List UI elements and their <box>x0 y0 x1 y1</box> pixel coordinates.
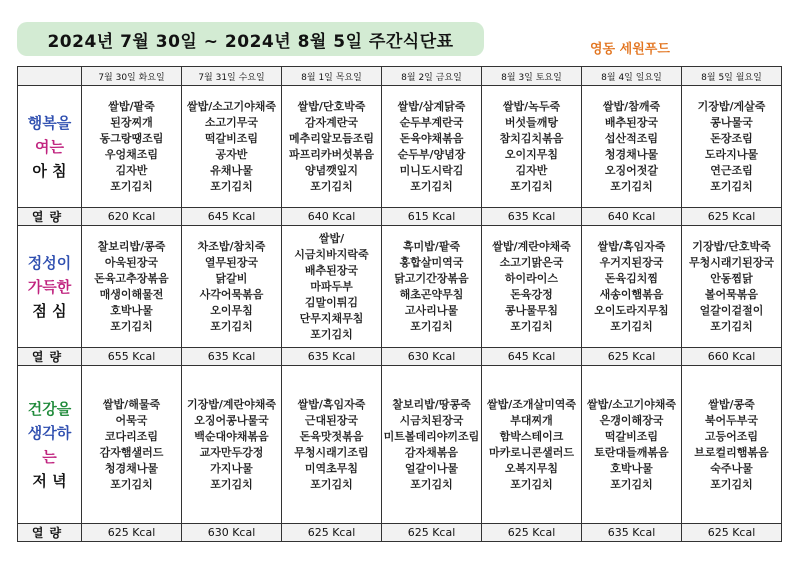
menu-item: 포기김치 <box>210 179 253 193</box>
kcal-value: 625 Kcal <box>682 524 782 542</box>
menu-cell <box>282 226 382 348</box>
day-header: 8월 1일 목요일 <box>282 67 382 86</box>
menu-item: 돈육고추장볶음 <box>94 271 169 285</box>
menu-item: 무청시래기된장국 <box>688 255 774 269</box>
menu-item: 포기김치 <box>510 319 553 333</box>
menu-item: 근대된장국 <box>304 413 359 427</box>
menu-cell <box>482 366 582 524</box>
menu-item: 함박스테이크 <box>499 429 564 443</box>
menu-item: 홍합살미역국 <box>399 255 464 269</box>
menu-item: 돈육김치찜 <box>604 271 659 285</box>
menu-item: 동그랑땡조림 <box>99 131 164 145</box>
kcal-value: 635 Kcal <box>582 524 682 542</box>
menu-item: 안동찜닭 <box>710 271 753 285</box>
menu-item: 단무지채무침 <box>299 311 364 325</box>
menu-item: 포기김치 <box>310 477 353 491</box>
menu-item: 미트볼데리야끼조림 <box>383 429 480 443</box>
meal-row <box>18 226 782 348</box>
menu-item: 새송이햄볶음 <box>599 287 664 301</box>
menu-item: 부대찌개 <box>510 413 553 427</box>
meal-label-line: 는 <box>42 447 57 466</box>
menu-item: 쌀밥/콩죽 <box>708 397 755 411</box>
menu-item: 하이라이스 <box>504 271 559 285</box>
menu-item: 숙주나물 <box>710 461 753 475</box>
menu-item: 매생이해물전 <box>99 287 164 301</box>
menu-cell <box>682 366 782 524</box>
day-header: 8월 5일 월요일 <box>682 67 782 86</box>
kcal-value: 625 Kcal <box>682 208 782 226</box>
menu-item: 차조밥/참치죽 <box>197 239 266 253</box>
meal-label <box>18 226 82 348</box>
meal-row <box>18 86 782 208</box>
kcal-value: 630 Kcal <box>182 524 282 542</box>
menu-item: 닭고기간장볶음 <box>394 271 469 285</box>
menu-item: 포기김치 <box>110 477 153 491</box>
kcal-value: 620 Kcal <box>82 208 182 226</box>
menu-item: 쌀밥/단호박죽 <box>297 99 366 113</box>
menu-item: 해초곤약무침 <box>399 287 464 301</box>
menu-item: 흑미밥/팥죽 <box>402 239 461 253</box>
menu-item: 김자반 <box>115 163 148 177</box>
menu-item: 어묵국 <box>115 413 148 427</box>
meal-label-line: 행복을 <box>27 113 72 132</box>
menu-item: 파프리카버섯볶음 <box>288 147 374 161</box>
menu-cell <box>282 86 382 208</box>
menu-item: 쌀밥/팥죽 <box>108 99 155 113</box>
menu-item: 포기김치 <box>210 477 253 491</box>
kcal-label: 열량 <box>18 524 82 542</box>
menu-item: 기장밥/게살죽 <box>697 99 766 113</box>
weekly-menu-table <box>17 66 782 542</box>
kcal-label: 열량 <box>18 348 82 366</box>
kcal-value: 630 Kcal <box>382 348 482 366</box>
menu-cell <box>382 86 482 208</box>
kcal-value: 635 Kcal <box>282 348 382 366</box>
menu-item: 포기김치 <box>110 179 153 193</box>
menu-item: 유채나물 <box>210 163 253 177</box>
kcal-value: 625 Kcal <box>382 524 482 542</box>
menu-cell <box>682 86 782 208</box>
day-header-row <box>18 67 782 86</box>
menu-item: 참치김치볶음 <box>499 131 564 145</box>
day-header: 8월 3일 토요일 <box>482 67 582 86</box>
menu-item: 마카로니콘샐러드 <box>488 445 574 459</box>
menu-item: 배추된장국 <box>304 263 359 277</box>
menu-item: 쌀밥/계란야채죽 <box>492 239 571 253</box>
menu-item: 포기김치 <box>110 319 153 333</box>
day-header: 8월 2일 금요일 <box>382 67 482 86</box>
kcal-value: 635 Kcal <box>182 348 282 366</box>
menu-item: 돈육야채볶음 <box>399 131 464 145</box>
meal-label <box>18 86 82 208</box>
menu-item: 돈장조림 <box>710 131 753 145</box>
menu-item: 포기김치 <box>210 319 253 333</box>
menu-item: 쌀밥/삼계닭죽 <box>397 99 466 113</box>
menu-item: 브로컬리햄볶음 <box>694 445 769 459</box>
menu-item: 호박나물 <box>610 461 653 475</box>
menu-cell <box>582 86 682 208</box>
menu-cell <box>582 226 682 348</box>
menu-item: 포기김치 <box>310 179 353 193</box>
menu-cell <box>182 366 282 524</box>
menu-item: 오이지무침 <box>504 147 559 161</box>
menu-item: 청경채나물 <box>604 147 659 161</box>
menu-item: 순두부/양념장 <box>397 147 466 161</box>
menu-item: 연근조림 <box>710 163 753 177</box>
menu-item: 고사리나물 <box>404 303 459 317</box>
menu-item: 포기김치 <box>710 179 753 193</box>
menu-item: 우거지된장국 <box>599 255 664 269</box>
menu-item: 쌀밥/시금치바지락죽 <box>294 231 369 261</box>
menu-item: 백순대야채볶음 <box>194 429 269 443</box>
menu-item: 우엉채조림 <box>104 147 159 161</box>
meal-label-line: 가득한 <box>27 277 72 296</box>
menu-item: 도라지나물 <box>704 147 759 161</box>
menu-item: 쌀밥/조개살미역죽 <box>486 397 577 411</box>
meal-label-line: 생각하 <box>27 423 72 442</box>
menu-item: 콩나물국 <box>710 115 753 129</box>
meal-label-line: 건강을 <box>27 399 72 418</box>
kcal-value: 625 Kcal <box>482 524 582 542</box>
kcal-row <box>18 524 782 542</box>
menu-cell <box>582 366 682 524</box>
menu-item: 기장밥/계란야채죽 <box>186 397 277 411</box>
menu-item: 마파두부 <box>310 279 353 293</box>
menu-item: 양념깻잎지 <box>304 163 359 177</box>
menu-cell <box>282 366 382 524</box>
page-title: 2024년 7월 30일 ~ 2024년 8월 5일 주간식단표 <box>17 22 484 56</box>
menu-cell <box>82 86 182 208</box>
menu-item: 배추된장국 <box>604 115 659 129</box>
menu-item: 포기김치 <box>410 179 453 193</box>
menu-item: 닭갈비 <box>215 271 248 285</box>
menu-item: 오징어젓갈 <box>604 163 659 177</box>
menu-item: 오이무침 <box>210 303 253 317</box>
menu-item: 쌀밥/소고기야채죽 <box>586 397 677 411</box>
menu-item: 포기김치 <box>610 319 653 333</box>
menu-item: 된장찌개 <box>110 115 153 129</box>
menu-item: 쌀밥/참깨죽 <box>602 99 661 113</box>
menu-cell <box>682 226 782 348</box>
meal-label <box>18 366 82 524</box>
menu-item: 은갱이해장국 <box>599 413 664 427</box>
kcal-value: 625 Kcal <box>582 348 682 366</box>
meal-label-line: 아 침 <box>32 161 67 180</box>
menu-item: 포기김치 <box>710 319 753 333</box>
kcal-value: 640 Kcal <box>582 208 682 226</box>
menu-cell <box>482 86 582 208</box>
menu-item: 쌀밥/흑임자죽 <box>297 397 366 411</box>
menu-item: 메추리알모듬조림 <box>288 131 374 145</box>
menu-item: 포기김치 <box>510 179 553 193</box>
menu-item: 교자만두강정 <box>199 445 264 459</box>
menu-item: 쌀밥/흑임자죽 <box>597 239 666 253</box>
kcal-value: 645 Kcal <box>482 348 582 366</box>
menu-item: 소고기맑은국 <box>499 255 564 269</box>
meal-label-line: 여는 <box>35 137 64 156</box>
menu-item: 기장밥/단호박죽 <box>692 239 771 253</box>
menu-item: 포기김치 <box>610 179 653 193</box>
menu-body <box>18 86 782 542</box>
menu-item: 돈육맛젓볶음 <box>299 429 364 443</box>
kcal-value: 615 Kcal <box>382 208 482 226</box>
menu-item: 열무된장국 <box>204 255 259 269</box>
kcal-value: 655 Kcal <box>82 348 182 366</box>
menu-item: 순두부계란국 <box>399 115 464 129</box>
menu-item: 콩나물무침 <box>504 303 559 317</box>
menu-item: 버섯들깨탕 <box>504 115 559 129</box>
menu-item: 찰보리밥/콩죽 <box>97 239 166 253</box>
menu-item: 떡갈비조림 <box>604 429 659 443</box>
menu-item: 찰보리밥/땅콩죽 <box>392 397 471 411</box>
menu-item: 북어두부국 <box>704 413 759 427</box>
menu-item: 토란대들깨볶음 <box>594 445 669 459</box>
meal-label-line: 정성이 <box>27 253 72 272</box>
menu-item: 미니도시락김 <box>399 163 464 177</box>
menu-item: 오징어콩나물국 <box>194 413 269 427</box>
day-header: 7월 31일 수요일 <box>182 67 282 86</box>
menu-item: 쌀밥/녹두죽 <box>502 99 561 113</box>
menu-item: 오이도라지무침 <box>594 303 669 317</box>
menu-item: 김말이튀김 <box>304 295 359 309</box>
menu-item: 김자반 <box>515 163 548 177</box>
menu-item: 오복지무침 <box>504 461 559 475</box>
kcal-value: 635 Kcal <box>482 208 582 226</box>
kcal-value: 625 Kcal <box>82 524 182 542</box>
menu-item: 얼갈이겉절이 <box>699 303 764 317</box>
menu-cell <box>482 226 582 348</box>
menu-item: 감자채볶음 <box>404 445 459 459</box>
menu-item: 사각어묵볶음 <box>199 287 264 301</box>
menu-item: 무청시래기조림 <box>294 445 369 459</box>
menu-item: 섭산적조림 <box>604 131 659 145</box>
menu-item: 감자계란국 <box>304 115 359 129</box>
menu-item: 돈육강정 <box>510 287 553 301</box>
menu-item: 쌀밥/소고기야채죽 <box>186 99 277 113</box>
menu-cell <box>382 366 482 524</box>
menu-cell <box>382 226 482 348</box>
kcal-row <box>18 348 782 366</box>
menu-item: 소고기무국 <box>204 115 259 129</box>
menu-item: 공자반 <box>215 147 248 161</box>
menu-item: 호박나물 <box>110 303 153 317</box>
corner-cell <box>18 67 82 86</box>
day-header: 7월 30일 화요일 <box>82 67 182 86</box>
menu-item: 고등어조림 <box>704 429 759 443</box>
menu-item: 쌀밥/해물죽 <box>102 397 161 411</box>
menu-item: 포기김치 <box>710 477 753 491</box>
menu-item: 포기김치 <box>510 477 553 491</box>
meal-label-line: 저 녁 <box>32 471 67 490</box>
kcal-row <box>18 208 782 226</box>
meal-row <box>18 366 782 524</box>
menu-item: 가지나물 <box>210 461 253 475</box>
kcal-value: 645 Kcal <box>182 208 282 226</box>
kcal-label: 열량 <box>18 208 82 226</box>
day-header: 8월 4일 일요일 <box>582 67 682 86</box>
menu-item: 포기김치 <box>410 319 453 333</box>
menu-item: 아욱된장국 <box>104 255 159 269</box>
menu-item: 포기김치 <box>310 327 353 341</box>
menu-item: 떡갈비조림 <box>204 131 259 145</box>
kcal-value: 640 Kcal <box>282 208 382 226</box>
menu-cell <box>182 86 282 208</box>
kcal-value: 660 Kcal <box>682 348 782 366</box>
kcal-value: 625 Kcal <box>282 524 382 542</box>
menu-cell <box>82 366 182 524</box>
menu-item: 얼갈이나물 <box>404 461 459 475</box>
menu-item: 코다리조림 <box>104 429 159 443</box>
menu-item: 시금치된장국 <box>399 413 464 427</box>
menu-item: 볼어묵볶음 <box>704 287 759 301</box>
menu-item: 포기김치 <box>410 477 453 491</box>
meal-label-line: 점 심 <box>32 301 67 320</box>
menu-cell <box>82 226 182 348</box>
company-name: 영동 세원푸드 <box>590 42 670 57</box>
menu-cell <box>182 226 282 348</box>
menu-item: 미역초무침 <box>304 461 359 475</box>
menu-item: 포기김치 <box>610 477 653 491</box>
menu-item: 청경채나물 <box>104 461 159 475</box>
menu-item: 감자햄샐러드 <box>99 445 164 459</box>
